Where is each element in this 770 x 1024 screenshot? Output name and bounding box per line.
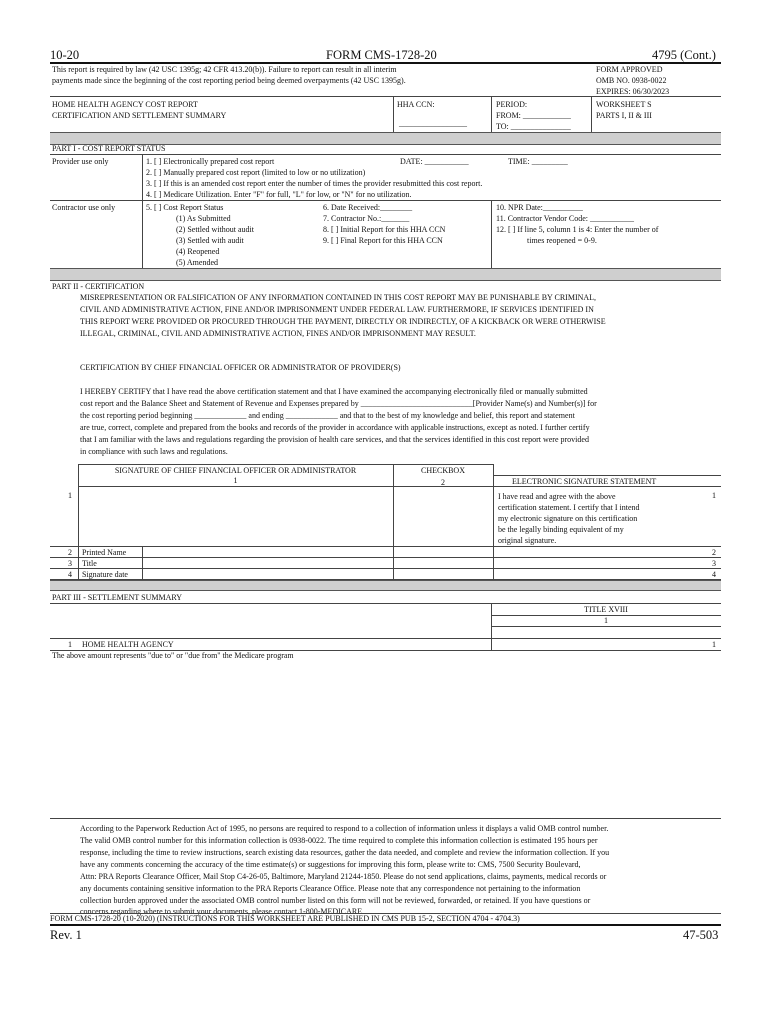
certification-line5: that I am familiar with the laws and regulations regarding the provision of health care services, and that the services identified in this cost report were provided — [80, 435, 589, 444]
row-number: 2 — [68, 548, 72, 557]
prn-line6: any documents containing sensitive information to the PRA Reports Clearance Office. Please note that any correspondence not pertaining to the information — [80, 884, 581, 893]
expiration-date: EXPIRES: 06/30/2023 — [596, 87, 670, 96]
settlement-note: The above amount represents "due to" or "due from" the Medicare program — [52, 651, 294, 660]
esig-statement-line5: original signature. — [498, 536, 557, 545]
row-number: 1 — [712, 640, 716, 649]
section-divider — [50, 268, 721, 281]
warning-line3: THIS REPORT WERE PROVIDED OR PROCURED THROUGH THE PAYMENT, DIRECTLY OR INDIRECTLY, OF A KICKBACK OR WERE OTHERWISE — [80, 317, 606, 326]
row-number: 1 — [712, 491, 716, 500]
signature-field[interactable] — [80, 488, 391, 544]
row-number: 3 — [68, 559, 72, 568]
row-number: 1 — [68, 491, 72, 500]
status-option-3: (3) Settled with audit — [176, 236, 244, 245]
report-name-line1: HOME HEALTH AGENCY COST REPORT — [52, 100, 198, 109]
section-code: 10-20 — [50, 48, 80, 62]
signature-column-number: 1 — [233, 476, 238, 485]
status-option-4: (4) Reopened — [176, 247, 220, 256]
warning-line1: MISREPRESENTATION OR FALSIFICATION OF ANY INFORMATION CONTAINED IN THIS COST REPORT MAY BE PUNISHABLE BY CRIMINAL, — [80, 293, 597, 302]
esig-header: ELECTRONIC SIGNATURE STATEMENT — [512, 477, 657, 486]
date-received-field[interactable]: 6. Date Received:________ — [323, 203, 413, 212]
law-notice-line2: payments made since the beginning of the cost reporting period being deemed overpayments (42 USC 1395g). — [52, 76, 406, 85]
checkbox-column-number: 2 — [441, 478, 445, 487]
row-number: 1 — [68, 640, 72, 649]
prn-line2: The valid OMB control number for this information collection is 0938-0022. The time required to complete this information collection is estimated 195 hours per — [80, 836, 598, 845]
manual-report-checkbox[interactable]: 2. [ ] Manually prepared cost report (limited to low or no utilization) — [146, 168, 366, 177]
provider-use-label: Provider use only — [52, 157, 109, 166]
contractor-use-label: Contractor use only — [52, 203, 116, 212]
hha-row-label: HOME HEALTH AGENCY — [82, 640, 174, 649]
section-number: 4795 (Cont.) — [652, 48, 716, 62]
form-approved: FORM APPROVED — [596, 65, 663, 74]
checkbox-column-header: CHECKBOX — [420, 466, 465, 475]
certification-heading: CERTIFICATION BY CHIEF FINANCIAL OFFICER OR ADMINISTRATOR OF PROVIDER(S) — [80, 363, 401, 372]
electronic-report-checkbox[interactable]: 1. [ ] Electronically prepared cost report — [146, 157, 275, 166]
title-xviii-column-number: 1 — [604, 616, 608, 625]
prn-line4: have any comments concerning the accuracy of the time estimate(s) or suggestions for improving this form, please write to: CMS, 7500 Security Boulevard, — [80, 860, 581, 869]
npr-date-field[interactable]: 10. NPR Date:__________ — [496, 203, 583, 212]
reopened-times-note: times reopened = 0-9. — [527, 236, 597, 245]
part1-title: PART I - COST REPORT STATUS — [52, 144, 166, 153]
esig-statement-line3: my electronic signature on this certification — [498, 514, 638, 523]
row-number: 4 — [68, 570, 72, 579]
time-field[interactable]: TIME: _________ — [508, 157, 568, 166]
medicare-utilization-checkbox[interactable]: 4. [ ] Medicare Utilization. Enter "F" for full, "L" for low, or "N" for no utilization. — [146, 190, 412, 199]
status-option-5: (5) Amended — [176, 258, 218, 267]
form-footer-line: FORM CMS-1728-20 (10-2020) (INSTRUCTIONS FOR THIS WORKSHEET ARE PUBLISHED IN CMS PUB 15-2, SECTION 4704 - 4704.3) — [50, 914, 520, 923]
settlement-amount-field[interactable] — [493, 639, 693, 649]
initial-report-checkbox[interactable]: 8. [ ] Initial Report for this HHA CCN — [323, 225, 446, 234]
omb-number: OMB NO. 0938-0022 — [596, 76, 667, 85]
period-to-field[interactable]: TO: _______________ — [496, 122, 571, 131]
form-title: FORM CMS-1728-20 — [326, 48, 437, 62]
esig-statement-line2: certification statement. I certify that I intend — [498, 503, 640, 512]
worksheet-parts: PARTS I, II & III — [596, 111, 652, 120]
printed-name-label: Printed Name — [82, 548, 127, 557]
law-notice-line1: This report is required by law (42 USC 1395g; 42 CFR 413.20(b)). Failure to report can result in all interim — [52, 65, 397, 74]
period-label: PERIOD: — [496, 100, 528, 109]
warning-line2: CIVIL AND ADMINISTRATIVE ACTION, FINE AND/OR IMPRISONMENT UNDER FEDERAL LAW. FURTHERMORE, IF SERVICES IDENTIFIED IN — [80, 305, 594, 314]
page-number: 47-503 — [683, 928, 719, 942]
certification-line1: I HEREBY CERTIFY that I have read the above certification statement and that I have examined the accompanying electronically filed or manually submitted — [80, 387, 588, 396]
certification-line4: are true, correct, complete and prepared from the books and records of the provider in accordance with applicable instructions, except as noted. I further certify — [80, 423, 590, 432]
prn-line5: Attn: PRA Reports Clearance Officer, Mail Stop C4-26-05, Baltimore, Maryland 21244-1850. Please do not send applications, claims, payments, medical records or — [80, 872, 607, 881]
vendor-code-field[interactable]: 11. Contractor Vendor Code: ___________ — [496, 214, 634, 223]
certification-line3: the cost reporting period beginning _____________ and ending _____________ and that to the best of my knowledge and belief, this report and statement — [80, 411, 575, 420]
certification-line6: in compliance with such laws and regulations. — [80, 447, 228, 456]
title-field[interactable] — [144, 558, 392, 568]
prn-line7: collection burden approved under the associated OMB control number listed on this form will not be reviewed, forwarded, or retained. If you have questions or — [80, 896, 591, 905]
prn-line3: response, including the time to review instructions, search existing data resources, gather the data needed, and complete and review the information collection. If you — [80, 848, 610, 857]
final-report-checkbox[interactable]: 9. [ ] Final Report for this HHA CCN — [323, 236, 443, 245]
signature-date-field[interactable] — [144, 569, 392, 579]
status-option-2: (2) Settled without audit — [176, 225, 254, 234]
esig-checkbox[interactable] — [395, 488, 491, 544]
printed-name-field[interactable] — [144, 547, 392, 557]
row-number: 3 — [712, 559, 716, 568]
period-from-field[interactable]: FROM: ____________ — [496, 111, 571, 120]
warning-line4: ILLEGAL, CRIMINAL, CIVIL AND ADMINISTRATIVE ACTION, FINES AND/OR IMPRISONMENT MAY RESULT. — [80, 329, 476, 338]
date-field[interactable]: DATE: ___________ — [400, 157, 469, 166]
certification-line2: cost report and the Balance Sheet and Statement of Revenue and Expenses prepared by ____________________________[Provider Name(s) and Number(s)] for — [80, 399, 597, 408]
revision-label: Rev. 1 — [50, 928, 82, 942]
report-name-line2: CERTIFICATION AND SETTLEMENT SUMMARY — [52, 111, 227, 120]
esig-statement-line1: I have read and agree with the above — [498, 492, 616, 501]
worksheet-label: WORKSHEET S — [596, 100, 652, 109]
hha-ccn-field[interactable]: _________________ — [399, 119, 467, 128]
hha-ccn-label: HHA CCN: — [397, 100, 435, 109]
amended-report-checkbox[interactable]: 3. [ ] If this is an amended cost report enter the number of times the provider resubmitted this cost report. — [146, 179, 483, 188]
signature-column-header: SIGNATURE OF CHIEF FINANCIAL OFFICER OR ADMINISTRATOR — [114, 466, 357, 475]
section-divider — [50, 580, 721, 591]
reopened-checkbox[interactable]: 12. [ ] If line 5, column 1 is 4: Enter the number of — [496, 225, 659, 234]
contractor-number-field[interactable]: 7. Contractor No.:_______ — [323, 214, 410, 223]
part2-title: PART II - CERTIFICATION — [52, 282, 145, 291]
part3-title: PART III - SETTLEMENT SUMMARY — [52, 593, 183, 602]
prn-line1: According to the Paperwork Reduction Act of 1995, no persons are required to respond to a collection of information unless it displays a valid OMB control number. — [80, 824, 609, 833]
title-label: Title — [82, 559, 97, 568]
prn-line8: concerns regarding where to submit your documents, please contact 1-800-MEDICARE. — [80, 907, 365, 916]
cost-report-status-checkbox[interactable]: 5. [ ] Cost Report Status — [146, 203, 224, 212]
row-number: 4 — [712, 570, 716, 579]
signature-date-label: Signature date — [82, 570, 128, 579]
row-number: 2 — [712, 548, 716, 557]
title-xviii-header: TITLE XVIII — [584, 605, 628, 614]
esig-statement-line4: be the legally binding equivalent of my — [498, 525, 624, 534]
status-option-1: (1) As Submitted — [176, 214, 231, 223]
